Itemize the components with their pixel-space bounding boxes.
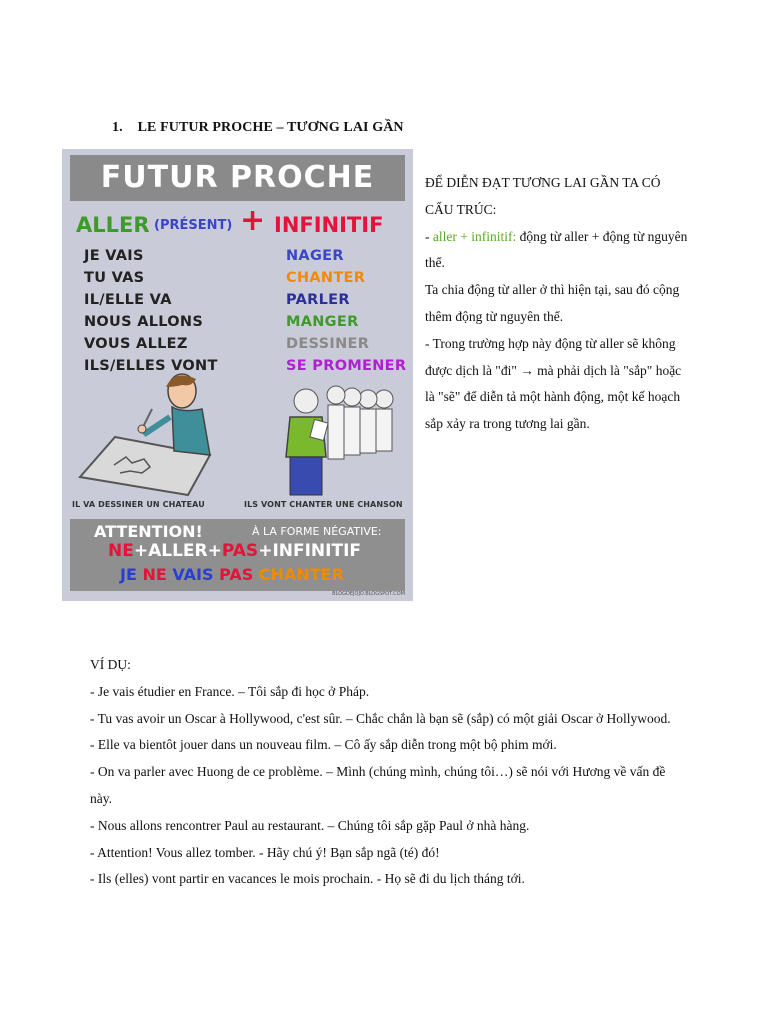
attention-label: ATTENTION! <box>94 522 203 541</box>
verb-list <box>286 245 406 377</box>
colored-segment: PAS <box>221 541 259 561</box>
conjugation-item: JE VAIS <box>84 248 144 264</box>
example-item: - Je vais étudier en France. – Tôi sắp đi học ở Pháp. <box>90 683 370 699</box>
attention-box <box>70 519 405 591</box>
colored-segment: PAS <box>219 565 259 584</box>
colored-segment: JE <box>120 565 143 584</box>
colored-segment: NE <box>108 541 134 561</box>
colored-segment: NE <box>142 565 173 584</box>
formula-highlight: aller + infinitif: <box>432 228 517 244</box>
negative-formula <box>108 541 361 561</box>
verb-item: CHANTER <box>286 270 366 286</box>
conjugation-item: NOUS ALLONS <box>84 314 204 330</box>
verb-item: MANGER <box>286 314 359 330</box>
verb-item: DESSINER <box>286 336 370 352</box>
conjugation-item: IL/ELLE VA <box>84 292 172 308</box>
conjugation-item: TU VAS <box>84 270 145 286</box>
example-item: - On va parler avec Huong de ce problème. – Mình (chúng mình, chúng tôi…) sẽ nói với Hương về vấn đề này. <box>90 764 666 806</box>
verb-item: SE PROMENER <box>286 358 407 374</box>
verb-item: NAGER <box>286 248 344 264</box>
colored-segment: INFINITIF <box>272 541 362 561</box>
examples-title: VÍ DỤ: <box>90 657 131 672</box>
poster-title: FUTUR PROCHE <box>70 155 405 201</box>
section-heading <box>112 120 404 136</box>
colored-segment: ALLER <box>148 541 208 561</box>
structure-heading: ĐỂ DIỄN ĐẠT TƯƠNG LAI GẦN TA CÓ CẤU TRÚC: <box>425 175 661 217</box>
colored-segment: + <box>258 541 273 561</box>
poster-watermark: BLOGDEJOJO.BLOGSPOT.COM <box>332 591 405 597</box>
example-item: - Tu vas avoir un Oscar à Hollywood, c'est sûr. – Chắc chắn là bạn sẽ (sắp) có một giải Oscar ở Hollywood. <box>90 710 671 726</box>
explanation-paragraph: Ta chia động từ aller ở thì hiện tại, sau đó cộng thêm động từ nguyên thể. <box>425 282 680 324</box>
section-title: LE FUTUR PROCHE – TƯƠNG LAI GẦN <box>137 120 404 135</box>
futur-proche-poster <box>62 149 413 601</box>
explanation-column <box>425 170 690 438</box>
conjugation-list <box>84 245 218 377</box>
examples-section <box>90 652 690 893</box>
negative-example <box>120 565 344 584</box>
example-item: - Nous allons rencontrer Paul au restaurant. – Chúng tôi sắp gặp Paul ở nhà hàng. <box>90 817 530 833</box>
caption-left: IL VA DESSINER UN CHATEAU <box>72 500 205 509</box>
conjugation-item: VOUS ALLEZ <box>84 336 188 352</box>
example-item: - Elle va bientôt jouer dans un nouveau film. – Cô ấy sắp diễn trong một bộ phim mới. <box>90 737 557 753</box>
formula-rest: động từ aller + động từ nguyên thể. <box>425 228 688 271</box>
drawing-person-illustration <box>70 373 220 497</box>
explanation-paragraph: - Trong trường hợp này động từ aller sẽ không được dịch là "đi" → mà phải dịch là "sắp" hoặc là "sẽ" để diễn tả một hành động, một kế hoạch sắp xảy ra trong tương lai gần. <box>425 335 682 432</box>
negative-form-label: À LA FORME NÉGATIVE: <box>252 525 382 538</box>
example-item: - Ils (elles) vont partir en vacances le mois prochain. - Họ sẽ đi du lịch tháng tới. <box>90 871 525 887</box>
example-item: - Attention! Vous allez tomber. - Hãy chú ý! Bạn sắp ngã (té) đó! <box>90 844 440 860</box>
colored-segment: + <box>133 541 149 561</box>
poster-plus: + <box>240 203 266 238</box>
formula-dash: - <box>425 228 433 244</box>
poster-present: (PRÉSENT) <box>154 218 233 233</box>
colored-segment: CHANTER <box>258 565 344 584</box>
poster-infinitif: INFINITIF <box>274 213 384 237</box>
poster-aller: ALLER <box>76 213 150 237</box>
colored-segment: VAIS <box>172 565 220 584</box>
verb-item: PARLER <box>286 292 350 308</box>
conjugation-item: ILS/ELLES VONT <box>84 358 218 374</box>
colored-segment: + <box>207 541 222 561</box>
section-number: 1. <box>112 120 123 135</box>
caption-right: ILS VONT CHANTER UNE CHANSON <box>244 500 403 509</box>
chorus-illustration <box>280 383 400 501</box>
structure-formula <box>425 224 690 278</box>
